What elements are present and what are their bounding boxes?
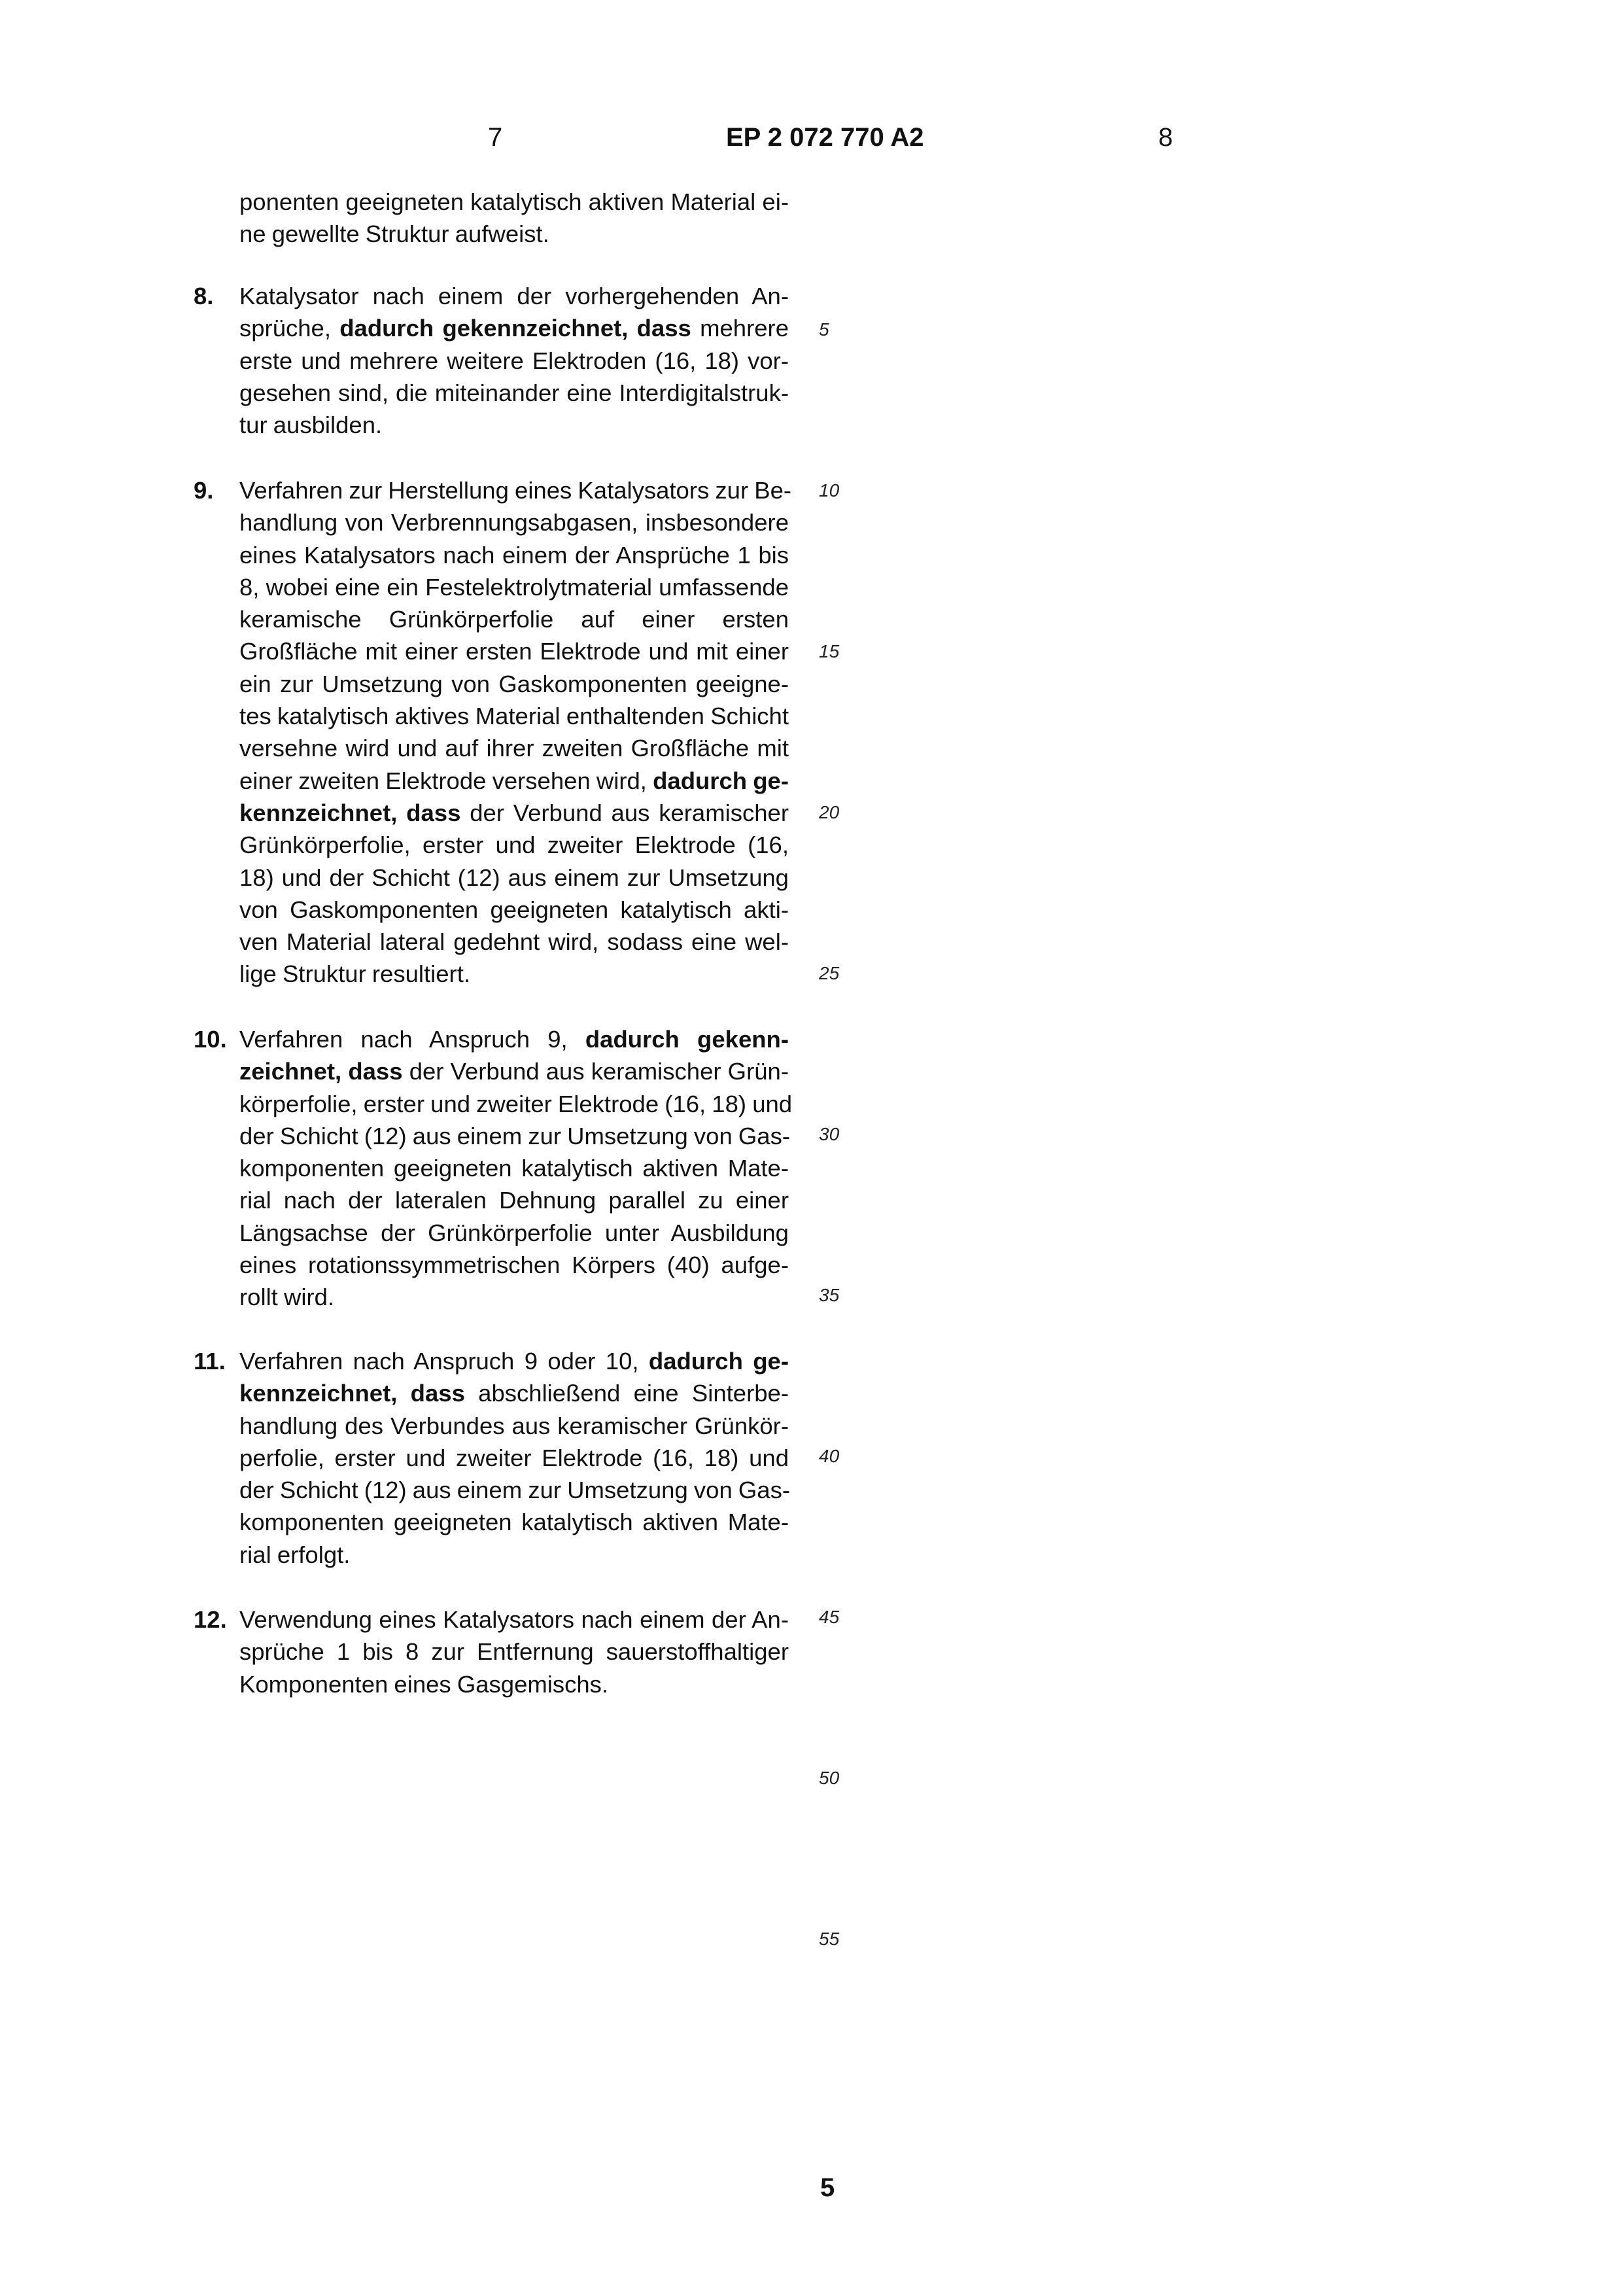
claim-line: der Schicht (12) aus einem zur Umsetzung von Gas- bbox=[239, 1477, 790, 1504]
claim-number: 9. bbox=[194, 477, 214, 504]
claim-line: ein zur Umsetzung von Gaskomponenten geeigne- bbox=[239, 670, 789, 697]
claim-number: 12. bbox=[194, 1606, 227, 1633]
claim-line: keramische Grünkörperfolie auf einer ersten bbox=[239, 606, 789, 633]
line-number: 55 bbox=[819, 1929, 840, 1949]
claim-line: Verfahren nach Anspruch 9 oder 10, dadurch ge- bbox=[239, 1348, 789, 1375]
claim-line: 18) und der Schicht (12) aus einem zur Umsetzung bbox=[239, 864, 789, 891]
line-number: 40 bbox=[819, 1446, 840, 1466]
document-number: EP 2 072 770 A2 bbox=[726, 123, 924, 152]
claim-line: ne gewellte Struktur aufweist. bbox=[239, 220, 549, 248]
claim-text bbox=[239, 474, 792, 990]
claim-line: versehne wird und auf ihrer zweiten Großfläche mit bbox=[239, 735, 789, 762]
claim-bold-phrase: dadurch gekennzeichnet, dass bbox=[339, 315, 691, 342]
claim-bold-phrase: dadurch gekenn- bbox=[585, 1026, 789, 1053]
claim-line: rollt wird. bbox=[239, 1284, 335, 1311]
claim-line: erste und mehrere weitere Elektroden (16, 18) vor- bbox=[239, 347, 789, 374]
claim-bold-phrase: dadurch ge- bbox=[648, 1348, 789, 1375]
claim-line: der Schicht (12) aus einem zur Umsetzung von Gas- bbox=[239, 1122, 790, 1149]
claim-line: lige Struktur resultiert. bbox=[239, 960, 470, 988]
claim-line: kennzeichnet, dass der Verbund aus keramischer bbox=[239, 799, 789, 826]
claim-line: Großfläche mit einer ersten Elektrode und mit einer bbox=[239, 638, 789, 665]
line-number: 30 bbox=[819, 1124, 840, 1144]
line-number: 20 bbox=[819, 802, 840, 822]
claim-line: Verfahren zur Herstellung eines Katalysators zur Be- bbox=[239, 477, 792, 504]
claim-text bbox=[239, 280, 789, 441]
claim-bold-phrase: dadurch ge- bbox=[653, 767, 789, 794]
line-number: 45 bbox=[819, 1607, 840, 1627]
claim-line: 8, wobei eine ein Festelektrolytmaterial umfassende bbox=[239, 573, 789, 601]
claim-line: gesehen sind, die miteinander eine Interdigitalstruk- bbox=[239, 379, 789, 406]
claim-line: eines rotationssymmetrischen Körpers (40) aufge- bbox=[239, 1252, 789, 1279]
claim-line: sprüche 1 bis 8 zur Entfernung sauerstoffhaltiger bbox=[239, 1638, 789, 1666]
claim-line: Katalysator nach einem der vorhergehenden An- bbox=[239, 283, 789, 309]
line-number: 50 bbox=[819, 1768, 840, 1788]
claim-number: 8. bbox=[194, 283, 214, 309]
claim-line: komponenten geeigneten katalytisch aktiven Mate- bbox=[239, 1509, 789, 1536]
claim-bold-phrase: kennzeichnet, dass bbox=[239, 799, 461, 826]
right-page-number: 8 bbox=[1158, 123, 1173, 152]
claim-line: Grünkörperfolie, erster und zweiter Elektrode (16, bbox=[239, 832, 789, 859]
claim-line: handlung des Verbundes aus keramischer Grünkör- bbox=[239, 1412, 789, 1439]
claim-line: einer zweiten Elektrode versehen wird, dadurch ge- bbox=[239, 767, 789, 794]
claim-line: Verwendung eines Katalysators nach einem der An- bbox=[239, 1606, 789, 1633]
claim-line: rial erfolgt. bbox=[239, 1541, 351, 1568]
claim-line: komponenten geeigneten katalytisch aktiven Mate- bbox=[239, 1155, 789, 1182]
line-number: 35 bbox=[819, 1285, 840, 1305]
claim-text bbox=[239, 1023, 793, 1314]
claim-line: zeichnet, dass der Verbund aus keramischer Grün- bbox=[239, 1058, 789, 1085]
claim-line: tes katalytisch aktives Material enthaltenden Schicht bbox=[239, 703, 789, 730]
claim-text bbox=[239, 186, 789, 251]
line-number: 10 bbox=[819, 480, 840, 500]
claim-line: eines Katalysators nach einem der Ansprüche 1 bis bbox=[239, 541, 789, 569]
claim-line: perfolie, erster und zweiter Elektrode (16, 18) und bbox=[239, 1444, 789, 1471]
claim-line: von Gaskomponenten geeigneten katalytisch akti- bbox=[239, 896, 789, 923]
claim-line: ponenten geeigneten katalytisch aktiven Material ei- bbox=[239, 188, 789, 215]
line-number: 15 bbox=[819, 641, 840, 661]
claim-line: körperfolie, erster und zweiter Elektrode (16, 18) und bbox=[239, 1090, 793, 1117]
page-footer-number: 5 bbox=[820, 2173, 835, 2202]
claim-line: sprüche, dadurch gekennzeichnet, dass mehrere bbox=[239, 315, 789, 342]
line-number: 5 bbox=[819, 319, 829, 340]
left-page-number: 7 bbox=[488, 123, 503, 152]
claim-line: kennzeichnet, dass abschließend eine Sinterbe- bbox=[239, 1380, 789, 1407]
claim-line: ven Material lateral gedehnt wird, sodass eine wel- bbox=[239, 928, 789, 956]
line-number: 25 bbox=[819, 963, 840, 983]
claim-bold-phrase: kennzeichnet, dass bbox=[239, 1380, 465, 1407]
claim-text bbox=[239, 1345, 789, 1571]
claim-text bbox=[239, 1603, 789, 1700]
claim-line: handlung von Verbrennungsabgasen, insbesondere bbox=[239, 509, 789, 536]
claim-line: tur ausbilden. bbox=[239, 412, 383, 439]
claim-number: 11. bbox=[194, 1348, 226, 1375]
claim-bold-phrase: zeichnet, dass bbox=[239, 1058, 403, 1085]
claim-number: 10. bbox=[194, 1026, 227, 1053]
claim-line: rial nach der lateralen Dehnung parallel zu einer bbox=[239, 1187, 789, 1214]
claim-line: Verfahren nach Anspruch 9, dadurch gekenn- bbox=[239, 1026, 789, 1053]
claim-line: Längsachse der Grünkörperfolie unter Ausbildung bbox=[239, 1219, 789, 1246]
claim-line: Komponenten eines Gasgemischs. bbox=[239, 1670, 609, 1698]
